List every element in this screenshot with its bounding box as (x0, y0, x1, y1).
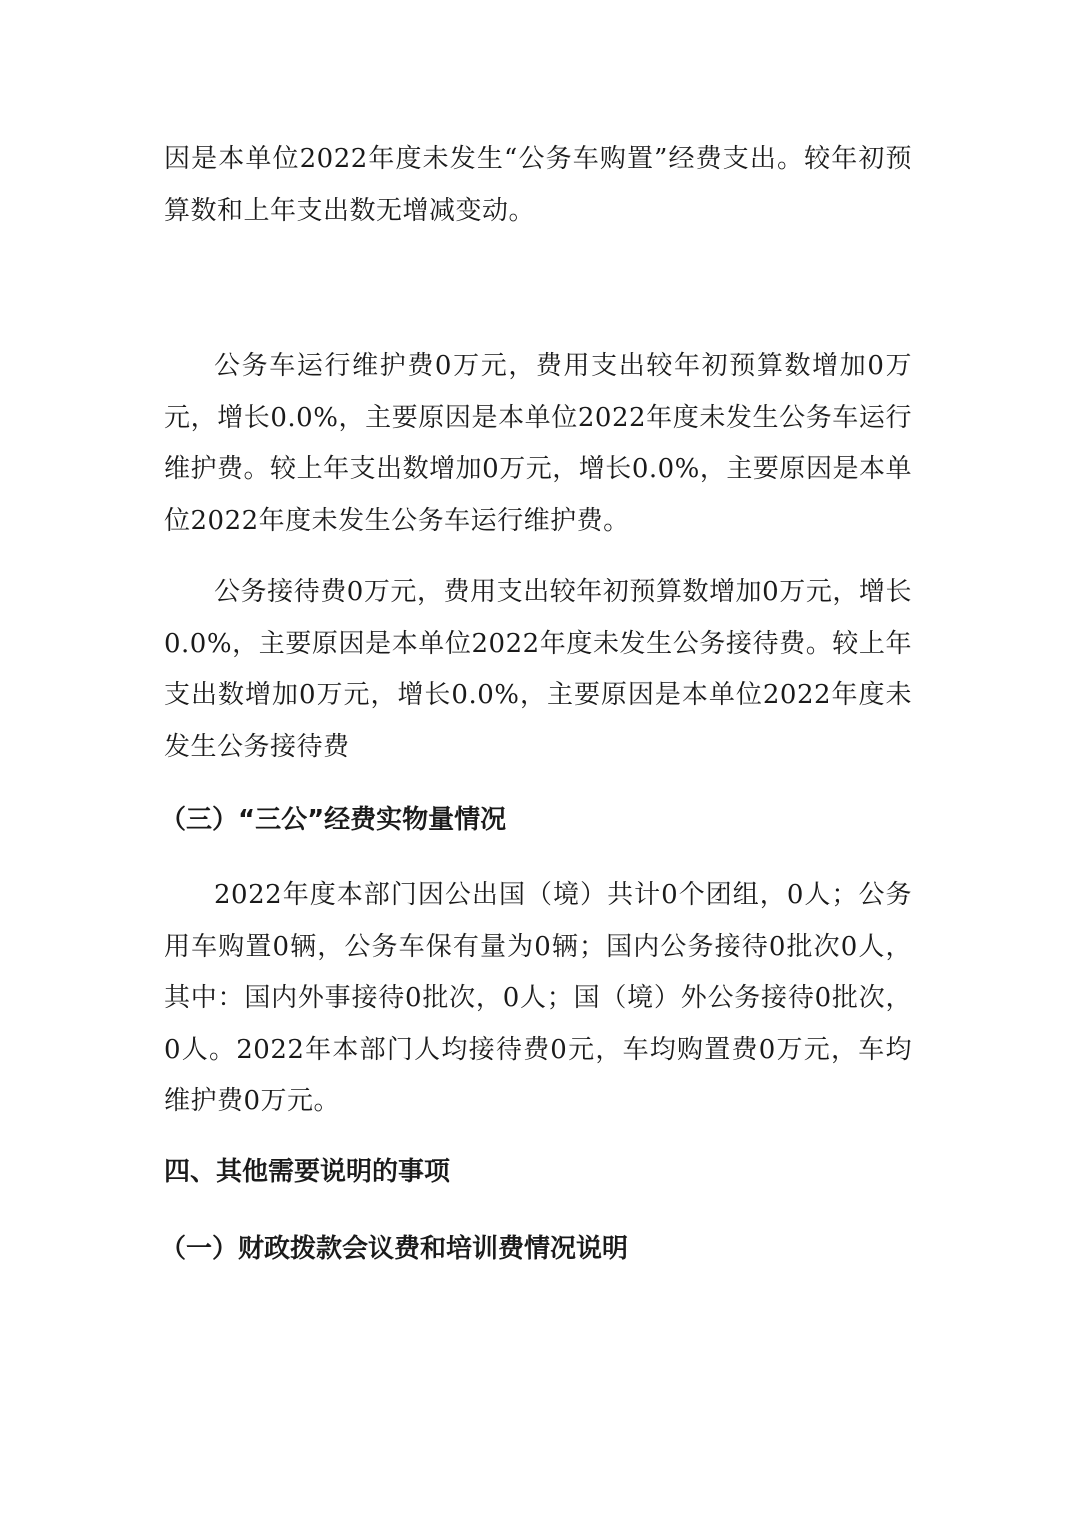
section-heading-other-matters: 四、其他需要说明的事项 (164, 1157, 451, 1187)
paragraph-reception-expense: 公务接待费0万元，费用支出较年初预算数增加0万元，增长0.0%，主要原因是本单位2022年度未发生公务接待费。较上年支出数增加0万元，增长0.0%，主要原因是本单位2022年度未发生公务接待费 (164, 577, 912, 762)
paragraph-physical-quantities: 2022年度本部门因公出国（境）共计0个团组，0人；公务用车购置0辆，公务车保有量为0辆；国内公务接待0批次0人，其中：国内外事接待0批次，0人；国（境）外公务接待0批次，0人。2022年本部门人均接待费0元，车均购置费0万元，车均维护费0万元。 (164, 880, 912, 1116)
paragraph-vehicle-purchase-continued: 因是本单位2022年度未发生“公务车购置”经费支出。较年初预算数和上年支出数无增减变动。 (164, 144, 912, 226)
paragraph-vehicle-maintenance: 公务车运行维护费0万元，费用支出较年初预算数增加0万元，增长0.0%，主要原因是本单位2022年度未发生公务车运行维护费。较上年支出数增加0万元，增长0.0%，主要原因是本单位2022年度未发生公务车运行维护费。 (164, 351, 912, 536)
section-heading-physical-quantities: （三）“三公”经费实物量情况 (160, 805, 507, 835)
section-heading-meeting-training-fees: （一）财政拨款会议费和培训费情况说明 (160, 1234, 629, 1264)
